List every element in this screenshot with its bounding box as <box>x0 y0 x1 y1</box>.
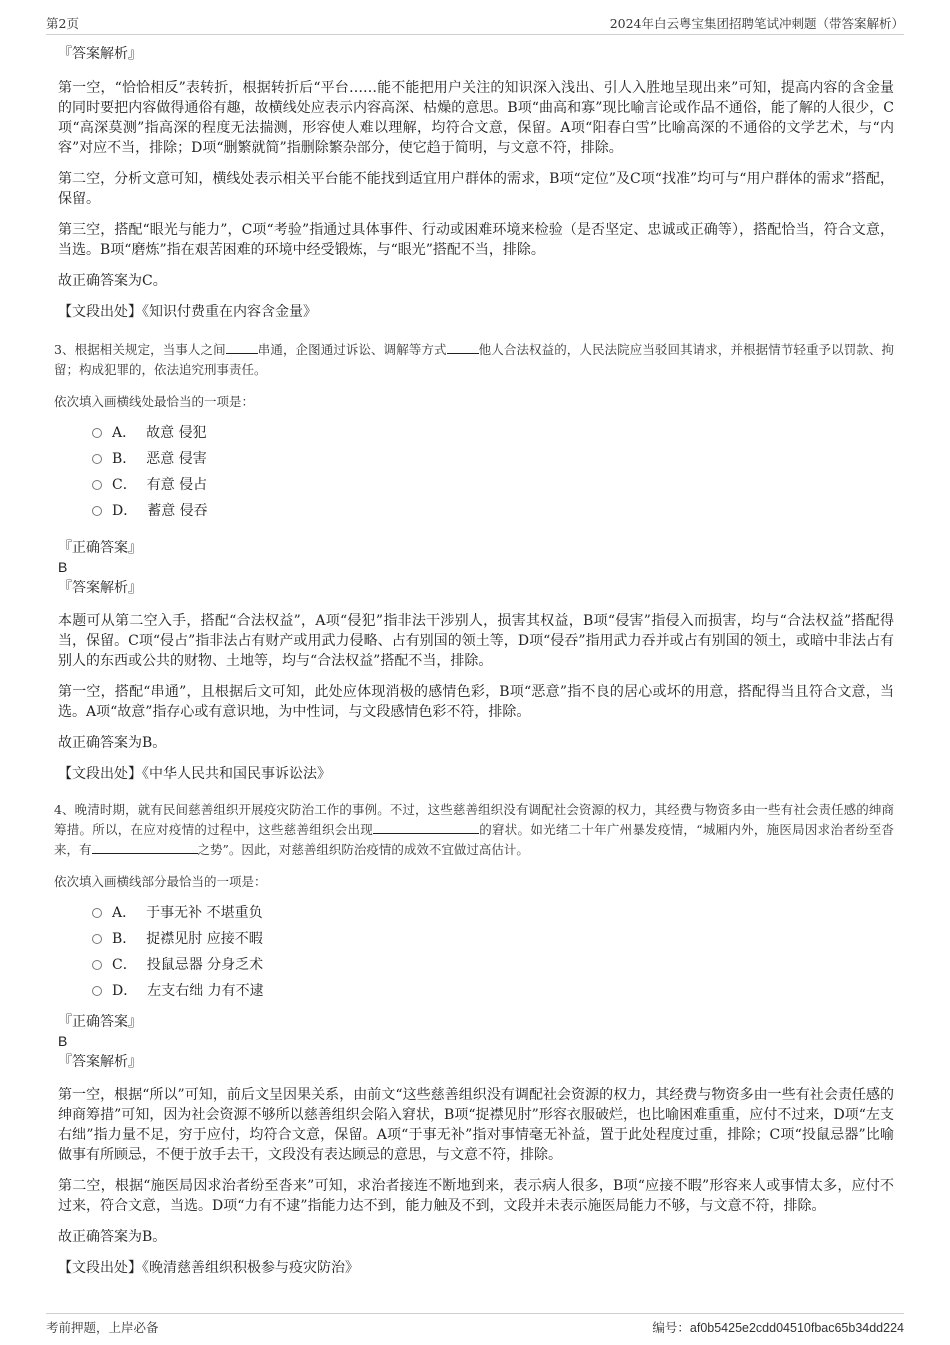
page-footer <box>46 1313 904 1336</box>
correct-answer: B <box>58 559 68 575</box>
answer-analysis-block-3 <box>58 538 894 798</box>
correct-answer-label: 『正确答案』 <box>58 540 142 556</box>
analysis-paragraph: 第一空，根据“所以”可知，前后文呈因果关系，由前文“这些慈善组织没有调配社会资源的权力，其经费与物资多由一些有社会责任感的绅商筹措”可知，因为社会资源不够所以慈善组织会陷入窘状，B项“捉襟见肘”形容衣服破烂，也比喻困难重重，应付不过来，D项“左支右绌”指力量不足，穷于应付，均符合文意，保留。A项“于事无补”指对事情毫无补益，置于此处程度过重，排除；C项“投鼠忌器”比喻做事有所顾忌，不便于放手去干，文段没有表达顾忌的意思，与文意不符，排除。 <box>58 1087 894 1163</box>
radio-button[interactable] <box>92 908 102 918</box>
radio-button[interactable] <box>92 934 102 944</box>
document-title: 2024年白云粤宝集团招聘笔试冲刺题（带答案解析） <box>609 16 904 31</box>
conclusion: 故正确答案为C。 <box>58 273 167 289</box>
page-number: 第2页 <box>46 16 79 31</box>
question-text: 3、根据相关规定，当事人之间 串通，企图通过诉讼、调解等方式 他人合法权益的，人民法院应当驳回其请求，并根据情节轻重予以罚款、拘留；构成犯罪的，依法追究刑事责任。 <box>54 342 894 377</box>
analysis-paragraph: 第一空，搭配“串通”，且根据后文可知，此处应体现消极的感情色彩，B项“恶意”指不良的居心或坏的用意，搭配得当且符合文意，当选。A项“故意”指存心或有意识地，为中性词，与文段感情色彩不符，排除。 <box>58 684 894 720</box>
option-a[interactable]: A． 于事无补 不堪重负 <box>92 900 894 926</box>
answer-blank <box>447 340 479 354</box>
option-d[interactable]: D． 左支右绌 力有不逮 <box>92 978 894 1004</box>
analysis-paragraph: 第二空，根据“施医局因求治者纷至沓来”可知，求治者接连不断地到来，表示病人很多，B项“应接不暇”形容来人或事情太多，应付不过来，符合文意，当选。D项“力有不逮”指能力达不到，能力触及不到，文段并未表示施医局能力不够，与文意不符，排除。 <box>58 1178 894 1214</box>
answer-blank <box>92 840 198 854</box>
analysis-paragraph: 第二空，分析文意可知，横线处表示相关平台能不能找到适宜用户群体的需求，B项“定位”及C项“找准”均可与“用户群体的需求”搭配，保留。 <box>58 171 894 207</box>
analysis-label: 『答案解析』 <box>58 580 142 596</box>
answer-blank <box>226 340 258 354</box>
question-instruction: 依次填入画横线处最恰当的一项是： <box>54 394 255 409</box>
footer-slogan: 考前押题，上岸必备 <box>46 1320 159 1335</box>
option-b[interactable]: B． 捉襟见肘 应接不暇 <box>92 926 894 952</box>
question-3 <box>54 340 894 524</box>
conclusion: 故正确答案为B。 <box>58 1229 167 1245</box>
answer-analysis-block-4 <box>58 1012 894 1292</box>
source-citation: 【文段出处】《晚清慈善组织积极参与疫灾防治》 <box>58 1260 359 1276</box>
source-citation: 【文段出处】《中华人民共和国民事诉讼法》 <box>58 766 331 782</box>
question-4 <box>54 800 894 1004</box>
document-code: 编号：af0b5425e2cdd04510fbac65b34dd224 <box>652 1320 904 1335</box>
question-text: 4、晚清时期，就有民间慈善组织开展疫灾防治工作的事例。不过，这些慈善组织没有调配社会资源的权力，其经费与物资多由一些有社会责任感的绅商筹措。所以，在应对疫情的过程中，这些慈善组织会出现 的窘状。如光绪二十年广州暴发疫情，“城厢内外，施医局因求治者纷至沓来，有 之势”。因此，对慈善组织防治疫情的成效不宜做过高估计。 <box>54 802 894 857</box>
radio-button[interactable] <box>92 428 102 438</box>
radio-button[interactable] <box>92 454 102 464</box>
option-b[interactable]: B． 恶意 侵害 <box>92 446 894 472</box>
radio-button[interactable] <box>92 480 102 490</box>
radio-button[interactable] <box>92 506 102 516</box>
option-c[interactable]: C． 投鼠忌器 分身乏术 <box>92 952 894 978</box>
page-header <box>46 12 904 35</box>
option-a[interactable]: A． 故意 侵犯 <box>92 420 894 446</box>
conclusion: 故正确答案为B。 <box>58 735 167 751</box>
source-citation: 【文段出处】《知识付费重在内容含金量》 <box>58 304 317 320</box>
analysis-paragraph: 本题可从第二空入手，搭配“合法权益”，A项“侵犯”指非法干涉别人，损害其权益，B项“侵害”指侵入而损害，均与“合法权益”搭配得当，保留。C项“侵占”指非法占有财产或用武力侵略、占有别国的领土等，D项“侵吞”指用武力吞并或占有别国的领土，或暗中非法占有别人的东西或公共的财物、土地等，均与“合法权益”搭配不当，排除。 <box>58 613 894 669</box>
question-instruction: 依次填入画横线部分最恰当的一项是： <box>54 874 267 889</box>
option-c[interactable]: C． 有意 侵占 <box>92 472 894 498</box>
analysis-label: 『答案解析』 <box>58 46 142 62</box>
option-list <box>92 420 894 524</box>
answer-analysis-block-2 <box>58 44 894 336</box>
correct-answer-label: 『正确答案』 <box>58 1014 142 1030</box>
radio-button[interactable] <box>92 960 102 970</box>
option-d[interactable]: D． 蓄意 侵吞 <box>92 498 894 524</box>
correct-answer: B <box>58 1033 68 1049</box>
analysis-paragraph: 第一空，“恰恰相反”表转折，根据转折后“平台……能不能把用户关注的知识深入浅出、引人入胜地呈现出来”可知，提高内容的含金量的同时要把内容做得通俗有趣，故横线处应表示内容高深、枯燥的意思。B项“曲高和寡”现比喻言论或作品不通俗，能了解的人很少，C项“高深莫测”指高深的程度无法揣测，形容使人难以理解，均符合文意，保留。A项“阳春白雪”比喻高深的不通俗的文学艺术，与“内容”对应不当，排除；D项“删繁就简”指删除繁杂部分，使它趋于简明，与文意不符，排除。 <box>58 80 894 156</box>
analysis-paragraph: 第三空，搭配“眼光与能力”，C项“考验”指通过具体事件、行动或困难环境来检验（是否坚定、忠诚或正确等），搭配恰当，符合文意，当选。B项“磨炼”指在艰苦困难的环境中经受锻炼，与“眼光”搭配不当，排除。 <box>58 222 894 258</box>
answer-blank <box>373 820 479 834</box>
radio-button[interactable] <box>92 986 102 996</box>
analysis-label: 『答案解析』 <box>58 1054 142 1070</box>
option-list <box>92 900 894 1004</box>
